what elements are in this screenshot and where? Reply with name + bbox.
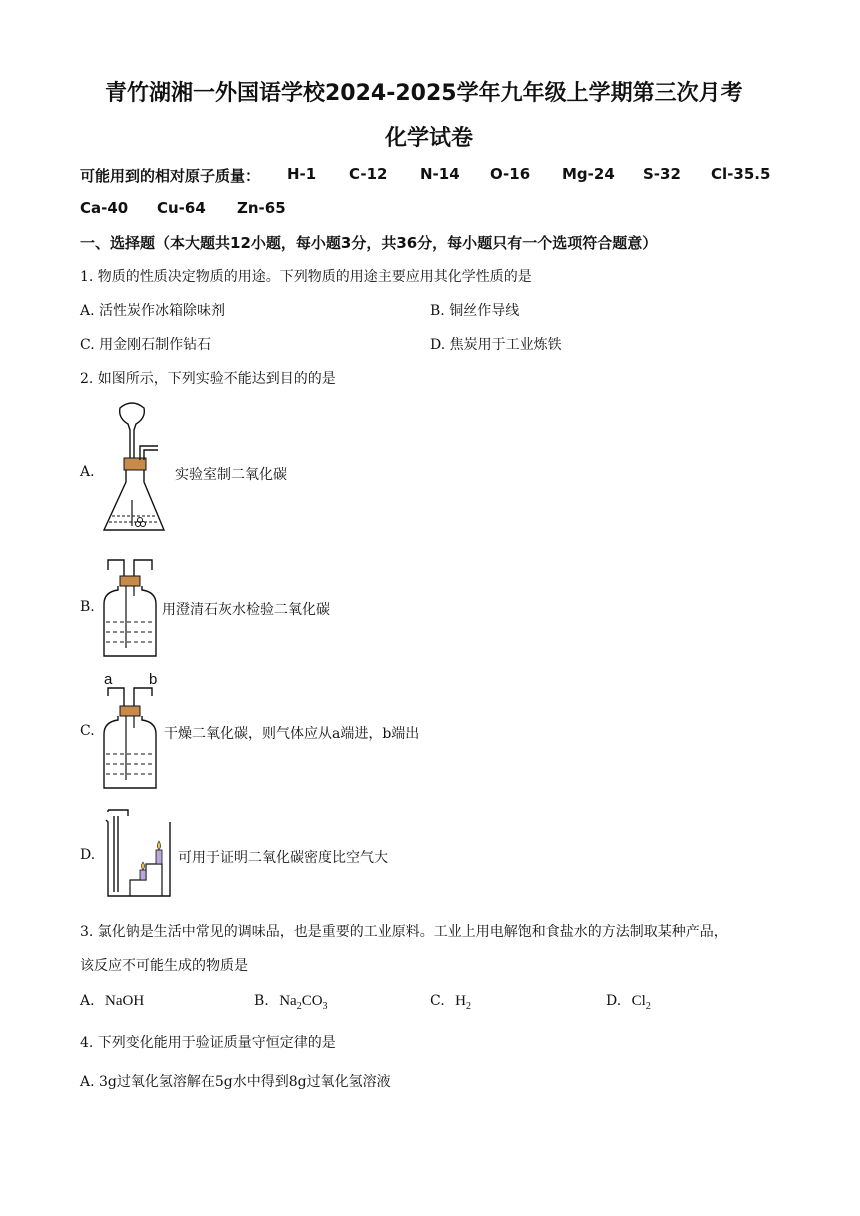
q3-option-b — [254, 993, 328, 1012]
atomic-mass-ca: Ca-40 — [80, 199, 129, 217]
q1-option-b: B. 铜丝作导线 — [430, 303, 520, 319]
atomic-mass-cu: Cu-64 — [157, 199, 206, 217]
q3-stem-line1: 3. 氯化钠是生活中常见的调味品，也是重要的工业原料。工业上用电解饱和食盐水的方法制取某种产品， — [80, 924, 728, 940]
atomic-mass-s: S-32 — [643, 165, 681, 183]
q2-option-a-letter: A. — [80, 464, 95, 480]
q1-option-c: C. 用金刚石制作钻石 — [80, 337, 212, 353]
atomic-mass-o: O-16 — [490, 165, 531, 183]
drying-bottle-diagram — [98, 684, 160, 792]
q4-stem: 4. 下列变化能用于验证质量守恒定律的是 — [80, 1035, 336, 1051]
q2-option-b-letter: B. — [80, 599, 95, 615]
q2-option-a-text: 实验室制二氧化碳 — [175, 467, 287, 483]
q2-c-label-a: a — [104, 671, 113, 688]
q3-option-a-formula: NaOH — [105, 993, 145, 1009]
atomic-mass-label: 可能用到的相对原子质量： — [80, 167, 261, 185]
q2-option-c-letter: C. — [80, 723, 95, 739]
q2-option-d-letter: D. — [80, 847, 96, 863]
beaker-candles-diagram — [100, 808, 172, 900]
section-heading: 一、选择题（本大题共12小题，每小题3分，共36分，每小题只有一个选项符合题意） — [80, 234, 658, 252]
q3-option-b-letter: B. — [254, 993, 269, 1009]
q3-option-d — [606, 993, 651, 1012]
atomic-mass-zn: Zn-65 — [237, 199, 286, 217]
page-subtitle: 化学试卷 — [385, 126, 474, 151]
q2-option-b-text: 用澄清石灰水检验二氧化碳 — [162, 602, 330, 618]
q1-option-d: D. 焦炭用于工业炼铁 — [430, 337, 562, 353]
atomic-mass-cl: Cl-35.5 — [711, 165, 771, 183]
limewater-bottle-diagram — [98, 556, 160, 660]
q3-option-b-formula: $Na_2CO_3$ — [279, 993, 328, 1012]
q3-option-c-formula: $H_2$ — [455, 993, 471, 1012]
q1-stem: 1. 物质的性质决定物质的用途。下列物质的用途主要应用其化学性质的是 — [80, 269, 532, 285]
atomic-mass-h: H-1 — [287, 165, 317, 183]
page-title: 青竹湖湘一外国语学校2024-2025学年九年级上学期第三次月考 — [105, 81, 743, 106]
q2-c-label-b: b — [149, 671, 158, 688]
q3-option-d-formula: $Cl_2$ — [631, 993, 651, 1012]
q2-stem: 2. 如图所示，下列实验不能达到目的的是 — [80, 371, 336, 387]
q3-option-a — [80, 993, 144, 1010]
q3-option-d-letter: D. — [606, 993, 622, 1009]
q2-option-d-text: 可用于证明二氧化碳密度比空气大 — [178, 850, 388, 866]
q3-stem-line2: 该反应不可能生成的物质是 — [80, 958, 248, 974]
q3-option-c — [430, 993, 471, 1012]
q4-option-a: A. 3g过氧化氢溶解在5g水中得到8g过氧化氢溶液 — [80, 1074, 391, 1090]
q3-option-a-letter: A. — [80, 993, 95, 1009]
atomic-mass-mg: Mg-24 — [562, 165, 615, 183]
q2-option-c-text: 干燥二氧化碳，则气体应从a端进，b端出 — [164, 726, 420, 742]
q1-option-a: A. 活性炭作冰箱除味剂 — [80, 303, 226, 319]
atomic-mass-n: N-14 — [420, 165, 460, 183]
q3-option-c-letter: C. — [430, 993, 445, 1009]
flask-apparatus-diagram — [100, 400, 170, 540]
atomic-mass-c: C-12 — [349, 165, 388, 183]
